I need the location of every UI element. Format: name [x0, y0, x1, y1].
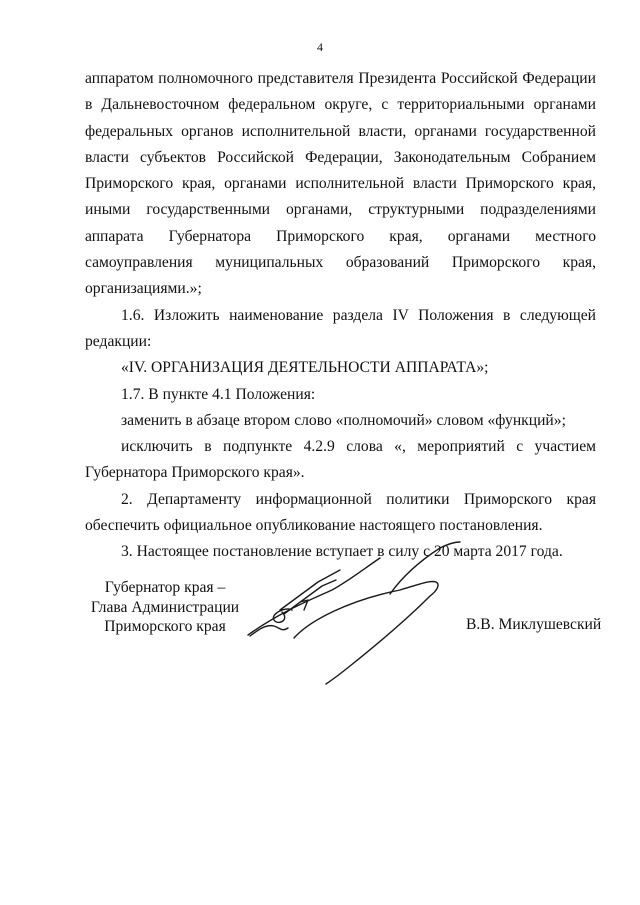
signatory-title-line: Губернатор края –	[104, 579, 226, 596]
paragraph-continuation: аппаратом полномочного представителя Президента Российской Федерации в Дальневосточном федеральном округе, с территориальными органами федеральных органов исполнительной власти, органами государственной власти субъектов Российской Федерации, Законодательным Собранием Приморского края, органами исполнительной власти Приморского края, иными государственными органами, структурными подразделениями аппарата Губернатора Приморского края, органами местного самоуправления муниципальных образований Приморского края, организациями.»;	[85, 70, 596, 298]
signatory-title-line: Глава Администрации	[90, 598, 240, 616]
paragraph-item-2: 2. Департаменту информационной политики Приморского края обеспечить официальное опубликование настоящего постановления.	[85, 490, 596, 535]
paragraph-item-3: 3. Настоящее постановление вступает в силу с 20 марта 2017 года.	[121, 543, 563, 561]
signature-block	[0, 578, 640, 688]
document-body	[85, 66, 596, 566]
paragraph-exclude-words: исключить в подпункте 4.2.9 слова «, мероприятий с участием Губернатора Приморского края».	[85, 438, 596, 482]
paragraph-section-title: «IV. ОРГАНИЗАЦИЯ ДЕЯТЕЛЬНОСТИ АППАРАТА»;	[121, 359, 489, 377]
handwritten-signature	[240, 540, 470, 690]
signatory-title	[80, 578, 250, 637]
paragraph-replace-word: заменить в абзаце втором слово «полномочий» словом «функций»;	[121, 411, 566, 429]
paragraph-item-1-7: 1.7. В пункте 4.1 Положения:	[121, 385, 316, 403]
signatory-title-line: Приморского края	[104, 618, 226, 635]
paragraph-item-1-6: 1.6. Изложить наименование раздела IV Положения в следующей редакции:	[85, 306, 596, 350]
signatory-name: В.В. Миклушевский	[466, 616, 602, 633]
page-number: 4	[317, 40, 323, 54]
